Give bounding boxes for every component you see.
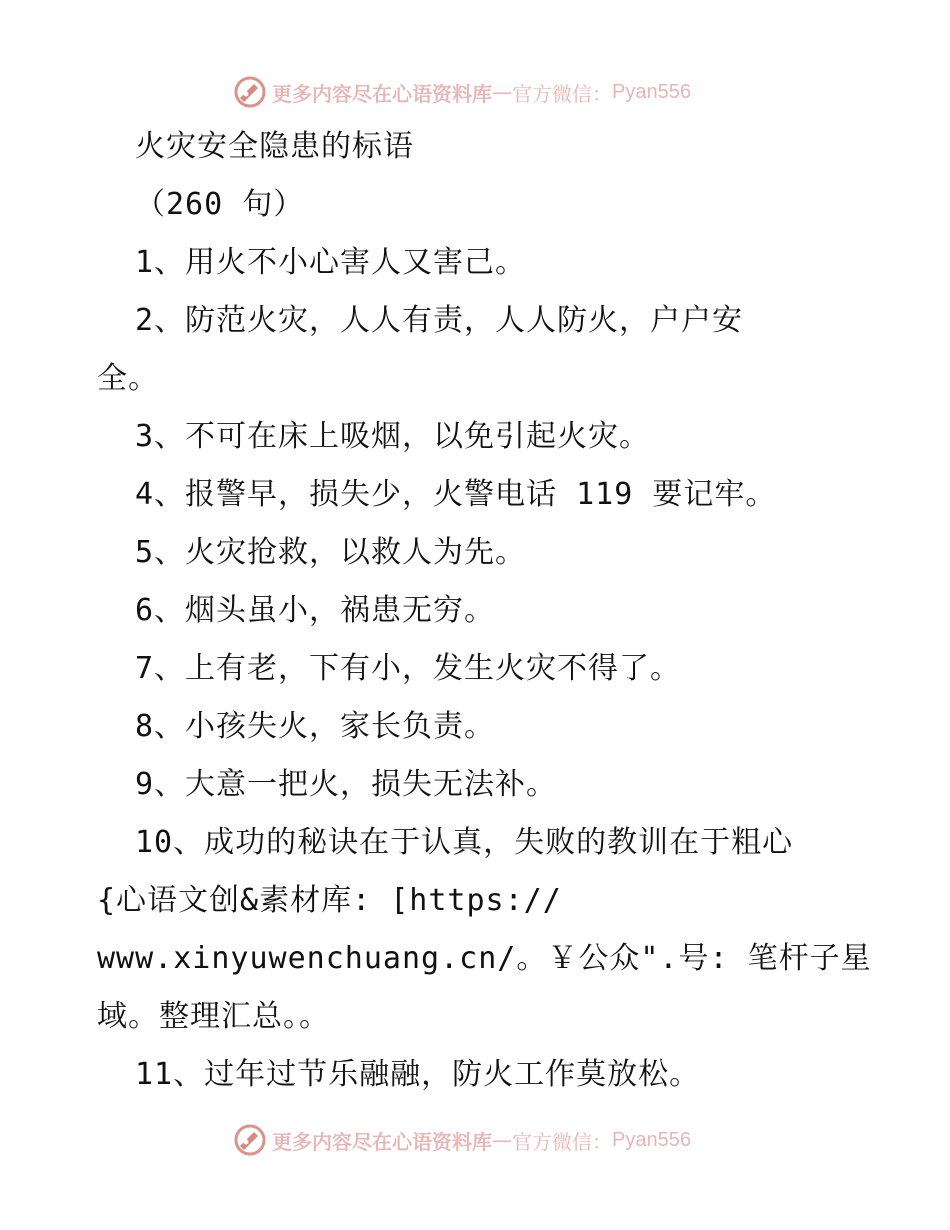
- slogan-line: 5、火灾抢救，以救人为先。: [135, 535, 527, 570]
- footer-watermark-banner: [232, 1120, 691, 1160]
- banner-official-label: 官方微信：: [512, 1129, 612, 1154]
- pen-logo-icon: [232, 1122, 268, 1158]
- banner-main-text: 更多内容尽在心语资料库: [272, 81, 492, 106]
- slogan-line: 6、烟头虽小，祸患无穷。: [135, 593, 496, 628]
- banner-separator: —: [492, 1128, 512, 1152]
- document-title: 火灾安全隐患的标语: [135, 129, 414, 164]
- slogan-line: 4、报警早，损失少，火警电话 119 要记牢。: [135, 477, 777, 512]
- slogan-line: 11、过年过节乐融融，防火工作莫放松。: [135, 1057, 701, 1092]
- document-body: [97, 118, 872, 1104]
- slogan-line: 9、大意一把火，损失无法补。: [135, 767, 558, 802]
- banner-main-text: 更多内容尽在心语资料库: [272, 1129, 492, 1154]
- slogan-line: 3、不可在床上吸烟，以免引起火灾。: [135, 419, 651, 454]
- banner-wechat-id: Pyan556: [612, 80, 691, 103]
- slogan-line: 1、用火不小心害人又害己。: [135, 245, 527, 280]
- slogan-line: 7、上有老，下有小，发生火灾不得了。: [135, 651, 682, 686]
- slogan-line: 全。: [97, 361, 159, 396]
- slogan-line: 2、防范火灾，人人有责，人人防火，户户安: [135, 303, 744, 338]
- header-watermark-banner: [232, 72, 691, 112]
- banner-separator: —: [492, 80, 512, 104]
- slogan-count: （260 句）: [135, 187, 305, 222]
- banner-wechat-id: Pyan556: [612, 1128, 691, 1151]
- pen-logo-icon: [232, 74, 268, 110]
- slogan-line: www.xinyuwenchuang.cn/。￥公众".号: 笔杆子星: [97, 941, 872, 976]
- banner-official-label: 官方微信：: [512, 81, 612, 106]
- slogan-line: {心语文创&素材库: [https://: [97, 883, 562, 918]
- slogan-line: 8、小孩失火，家长负责。: [135, 709, 496, 744]
- slogan-line: 10、成功的秘诀在于认真，失败的教训在于粗心: [135, 825, 794, 860]
- slogan-line: 域。整理汇总。。: [97, 999, 330, 1034]
